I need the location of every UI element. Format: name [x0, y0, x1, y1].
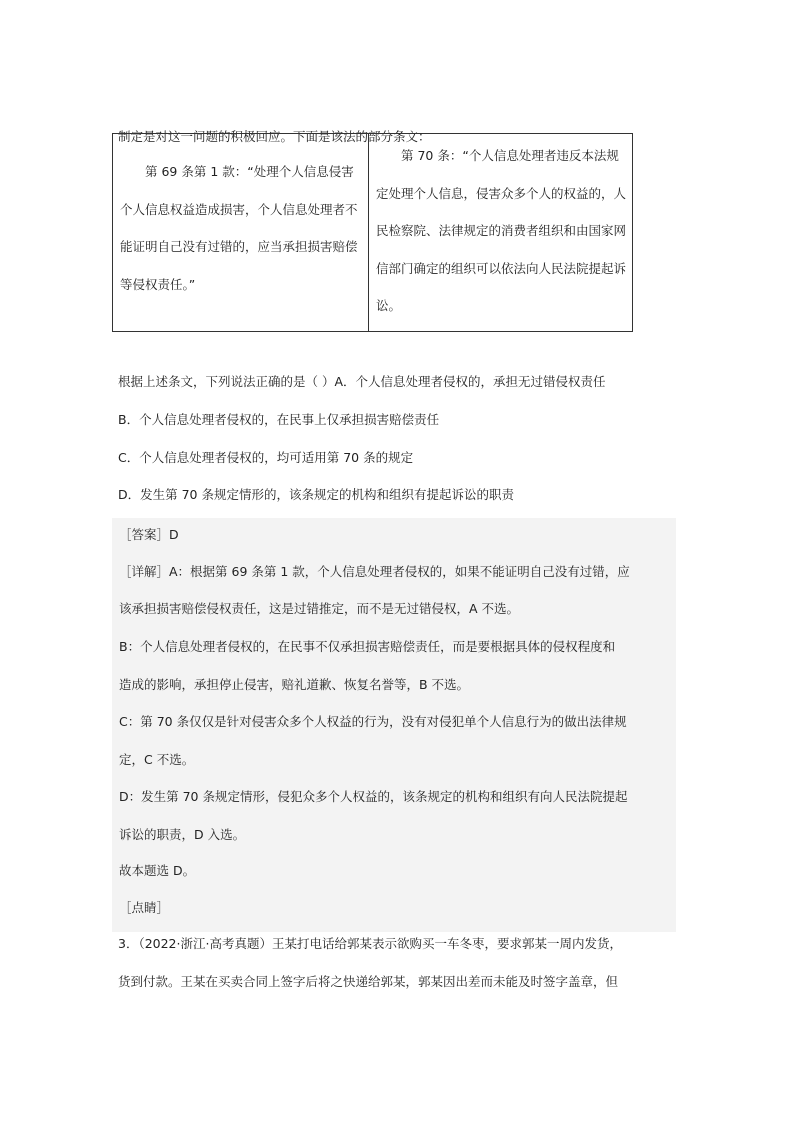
option-b: B．个人信息处理者侵权的，在民事上仅承担损害赔偿责任: [118, 412, 440, 427]
detail-b-line1: B：个人信息处理者侵权的，在民事不仅承担损害赔偿责任，而是要根据具体的侵权程度和: [119, 639, 616, 654]
intro-text: 制定是对这一问题的积极回应。下面是该法的部分条文：: [118, 129, 431, 144]
question-stem: 根据上述条文，下列说法正确的是（ ）A．个人信息处理者侵权的，承担无过错侵权责任: [118, 374, 606, 389]
answer-line: ［答案］D: [119, 527, 179, 542]
detail-b-line2: 造成的影响，承担停止侵害，赔礼道歉、恢复名誉等，B 不选。: [119, 677, 470, 692]
detail-c-line1: C：第 70 条仅仅是针对侵害众多个人权益的行为，没有对侵犯单个人信息行为的做出法律规: [119, 714, 627, 729]
option-c: C．个人信息处理者侵权的，均可适用第 70 条的规定: [118, 450, 414, 465]
detail-a-line2: 该承担损害赔偿侵权责任，这是过错推定，而不是无过错侵权，A 不选。: [119, 601, 520, 616]
next-question-line2: 货到付款。王某在买卖合同上签字后将之快递给郭某，郭某因出差而未能及时签字盖章，但: [118, 974, 619, 989]
article-70-text: 第 70 条：“个人信息处理者违反本法规定处理个人信息，侵害众多个人的权益的，人民检察院、法律规定的消费者组织和由国家网信部门确定的组织可以依法向人民法院提起诉讼。: [376, 148, 627, 313]
comment-label: ［点睛］: [119, 900, 170, 915]
detail-a-line1: ［详解］A：根据第 69 条第 1 款，个人信息处理者侵权的，如果不能证明自己没有过错，应: [119, 564, 630, 579]
answer-section: [112, 518, 676, 932]
detail-d-line2: 诉讼的职责，D 入选。: [119, 827, 246, 842]
conclusion-line: 故本题选 D。: [119, 863, 196, 878]
article-69-text: 第 69 条第 1 款：“处理个人信息侵害个人信息权益造成损害，个人信息处理者不能证明自己没有过错的，应当承担损害赔偿等侵权责任。”: [120, 164, 358, 292]
article-70-cell: [369, 134, 633, 332]
next-question-line1: 3．（2022·浙江·高考真题）王某打电话给郭某表示欲购买一车冬枣，要求郭某一周内发货，: [118, 936, 622, 951]
detail-d-line1: D：发生第 70 条规定情形，侵犯众多个人权益的，该条规定的机构和组织有向人民法院提起: [119, 789, 628, 804]
detail-c-line2: 定，C 不选。: [119, 752, 195, 767]
articles-table: [112, 133, 633, 332]
article-69-cell: [113, 134, 369, 332]
option-d: D．发生第 70 条规定情形的，该条规定的机构和组织有提起诉讼的职责: [118, 487, 514, 502]
